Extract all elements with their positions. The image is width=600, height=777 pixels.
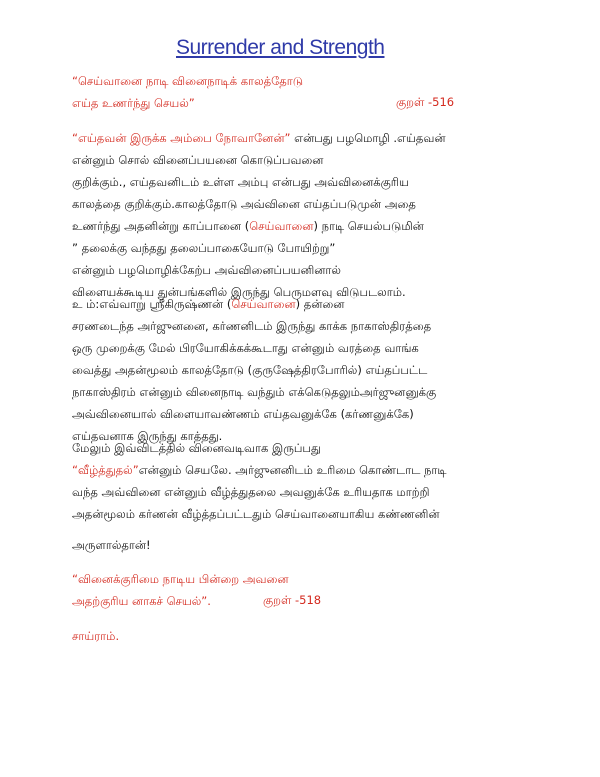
paragraph-2 [72,293,436,447]
page-title: Surrender and Strength [176,36,385,59]
paragraph-1 [72,127,446,303]
paragraph-2-line-3: ஒரு முறைக்கு மேல் பிரயோகிக்கக்கூடாது என்னும் வரத்தை வாங்க [72,341,419,355]
couplet-1-line-1: “செய்வானை நாடி வினைநாடிக் காலத்தோடு [72,74,304,88]
paragraph-2-line-4: வைத்து அதன்மூலம் காலத்தோடு (குருஷேத்திரபோரில்) எய்தப்பட்ட [72,363,428,377]
proverb-quote: “எய்தவன் இருக்க அம்பை நோவானேன்” [72,131,291,145]
paragraph-3-line-2-text: என்னும் செயலே. அர்ஜுனனிடம் உரிமை கொண்டாட நாடி [138,463,447,477]
paragraph-1-line-2: என்னும் சொல் வினைப்பயனை கொடுப்பவனை [72,153,324,167]
highlight-veezhthudhal: “வீழ்த்துதல்” [72,463,139,477]
highlight-seyvanai: செய்வானை [249,219,314,233]
paragraph-1-line-5-post: ) நாடி செயல்படுமின் [313,219,424,233]
couplet-2 [72,568,289,612]
paragraph-2-line-2: சரணடைந்த அர்ஜுனனை, கர்ணனிடம் இருந்து காக்க நாகாஸ்திரத்தை [72,319,432,333]
paragraph-1-line-1-text: என்பது பழமொழி .எய்தவன் [290,131,446,145]
highlight-seyvanai-2: செய்வானை [231,297,296,311]
paragraph-1-line-7: என்னும் பழமொழிக்கேற்ப அவ்வினைப்பயனினால் [72,263,341,277]
paragraph-2-line-5: நாகாஸ்திரம் என்னும் வினைநாடி வந்தும் எக்கெடுதலும்அர்ஜுனனுக்கு [72,385,437,399]
paragraph-1-line-5 [72,215,446,237]
paragraph-3-ending [72,534,151,556]
couplet-2-line-2: அதற்குரிய னாகச் செயல்”. [72,594,211,608]
couplet-1-line-2: எய்த உணர்ந்து செயல்” [72,96,195,110]
paragraph-1-line-8: விளையக்கூடிய துன்பங்களில் இருந்து பெருமளவு விடுபடலாம். [72,285,406,299]
paragraph-1-line-5-pre: உணர்ந்து அதனின்று காப்பானை ( [72,219,250,233]
paragraph-2-line-1 [72,293,436,315]
couplet-1-reference: குறள் -516 [396,95,455,109]
couplet-2-reference: குறள் -518 [263,593,322,607]
closing-text: சாய்ராம். [72,629,120,643]
paragraph-1-line-1 [72,127,446,149]
couplet-2-line-1: “வினைக்குரிமை நாடிய பின்றை அவனை [72,572,289,586]
paragraph-1-line-3: குறிக்கும்., எய்தவனிடம் உள்ள அம்பு என்பது அவ்வினைக்குரிய [72,175,409,189]
paragraph-3-line-3: வந்த அவ்வினை என்னும் வீழ்த்துதலை அவனுக்கே உரியதாக மாற்றி [72,485,430,499]
paragraph-3-line-5: அருளால்தான்! [72,538,151,552]
paragraph-3-line-1: மேலும் இவ்விடத்தில் வினைவடிவாக இருப்பது [72,441,321,455]
paragraph-1-line-6: ” தலைக்கு வந்தது தலைப்பாகையோடு போயிற்று” [72,241,336,255]
paragraph-3-line-4: அதன்மூலம் கர்ணன் வீழ்த்தப்பட்டதும் செய்வானையாகிய கண்ணனின் [72,507,440,521]
paragraph-1-line-4: காலத்தை குறிக்கும்.காலத்தோடு அவ்வினை எய்தப்படுமுன் அதை [72,197,416,211]
paragraph-2-line-1-pre: உ ம்:எவ்வாறு ஸ்ரீகிருஷ்ணன் ( [72,297,232,311]
paragraph-3 [72,437,447,525]
couplet-1 [72,70,303,114]
paragraph-3-line-2 [72,459,447,481]
paragraph-2-line-7: எய்தவனாக இருந்து காத்தது. [72,429,223,443]
paragraph-2-line-6: அவ்வினையால் விளையாவண்ணம் எய்தவனுக்கே (கர்ணனுக்கே) [72,407,414,421]
paragraph-2-line-1-post: ) தன்னை [295,297,345,311]
